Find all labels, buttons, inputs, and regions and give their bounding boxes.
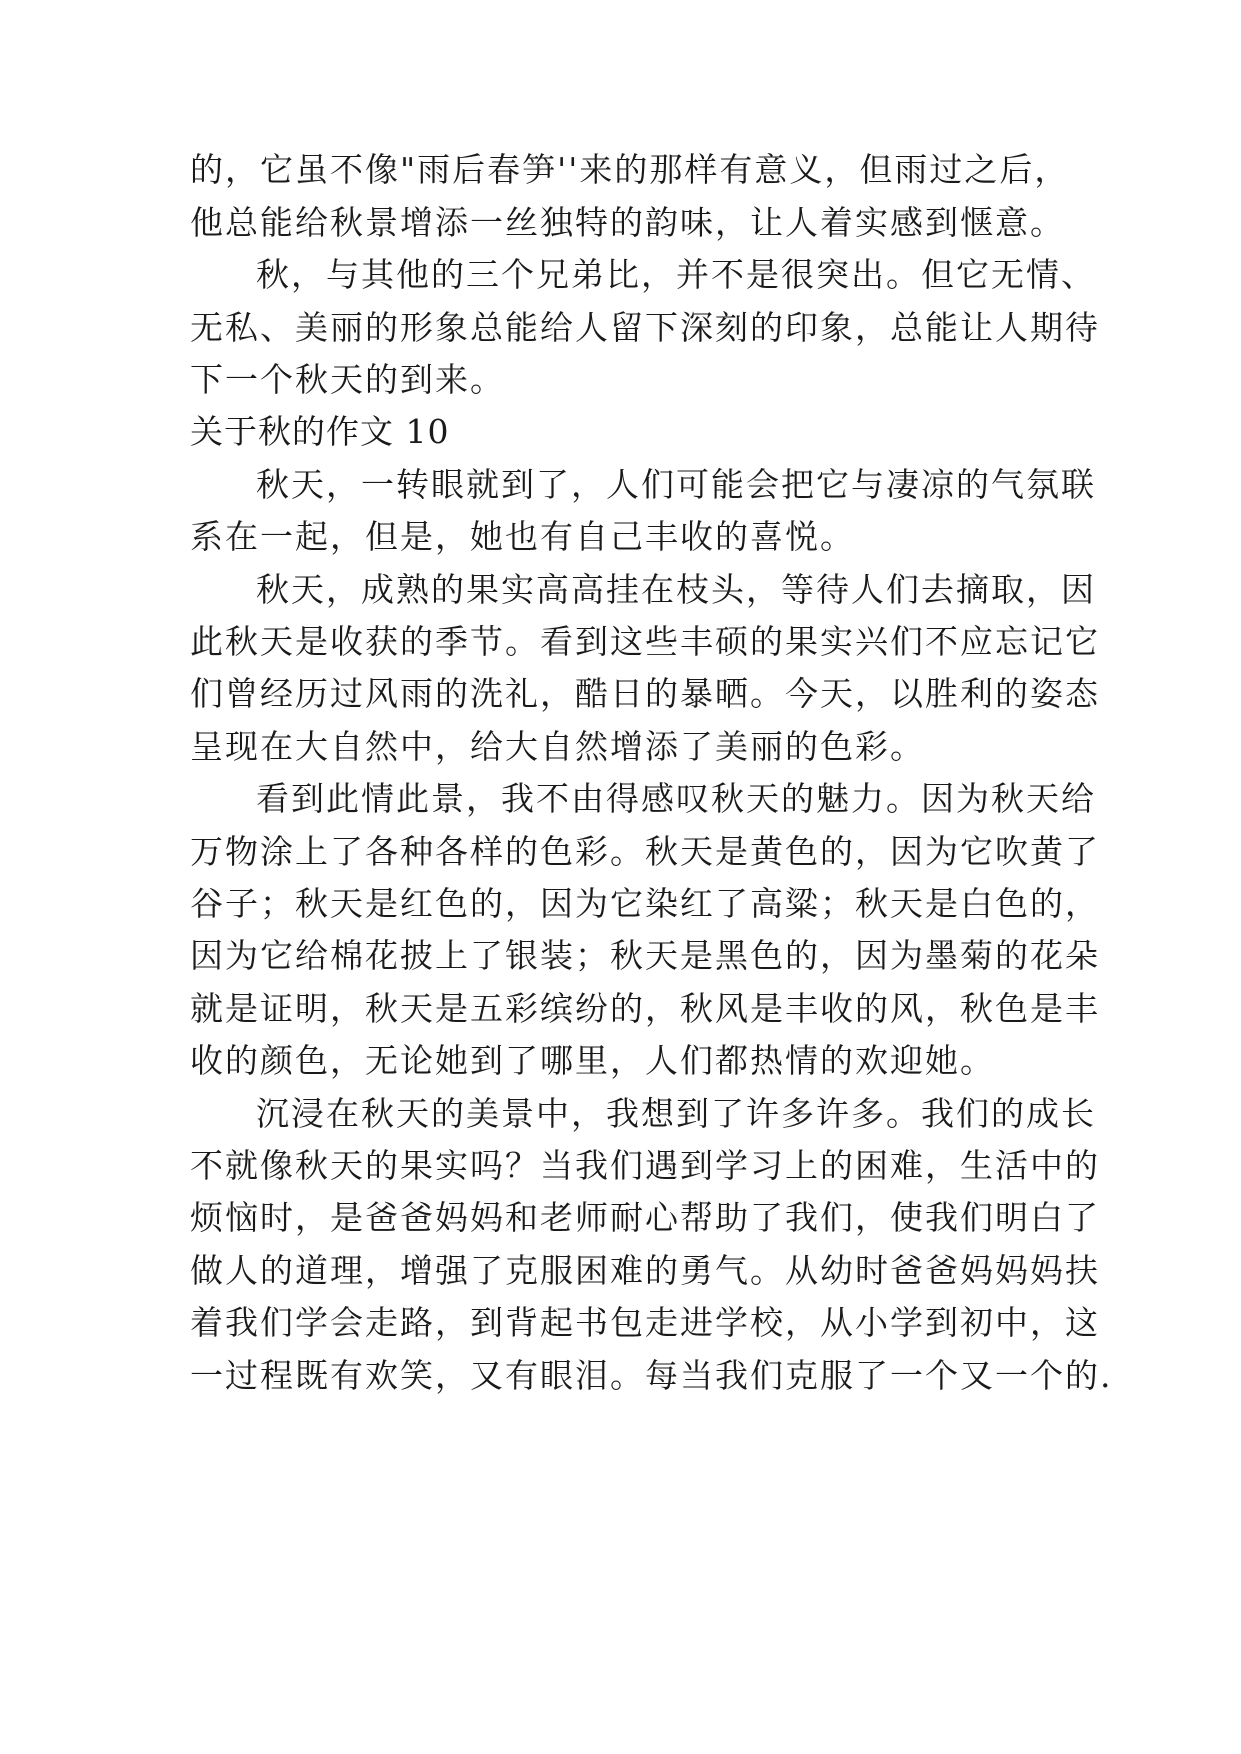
text-line: 收的颜色，无论她到了哪里，人们都热情的欢迎她。 (190, 1041, 995, 1080)
text-line: 因为它给棉花披上了银装；秋天是黑色的，因为墨菊的花朵 (190, 936, 1100, 975)
text-line: 不就像秋天的果实吗？当我们遇到学习上的困难，生活中的 (190, 1146, 1100, 1185)
paragraph-start-line: 看到此情此景，我不由得感叹秋天的魅力。因为秋天给 (256, 779, 1096, 818)
text-line: 就是证明，秋天是五彩缤纷的，秋风是丰收的风，秋色是丰 (190, 989, 1100, 1028)
paragraph-start-line: 沉浸在秋天的美景中，我想到了许多许多。我们的成长 (256, 1094, 1096, 1133)
text-line: 无私、美丽的形象总能给人留下深刻的印象，总能让人期待 (190, 308, 1100, 347)
paragraph-start-line: 秋天，成熟的果实高高挂在枝头，等待人们去摘取，因 (256, 570, 1096, 609)
text-line: 系在一起，但是，她也有自己丰收的喜悦。 (190, 517, 855, 556)
paragraph-start-line: 秋天，一转眼就到了，人们可能会把它与凄凉的气氛联 (256, 465, 1096, 504)
text-line: 的，它虽不像"雨后春笋''来的那样有意义，但雨过之后， (190, 150, 1070, 189)
text-line: 着我们学会走路，到背起书包走进学校，从小学到初中，这 (190, 1303, 1100, 1342)
text-line: 一过程既有欢笑，又有眼泪。每当我们克服了一个又一个的. (190, 1356, 1113, 1395)
paragraph-start-line: 秋，与其他的三个兄弟比，并不是很突出。但它无情、 (256, 255, 1096, 294)
text-line: 做人的道理，增强了克服困难的勇气。从幼时爸爸妈妈妈扶 (190, 1251, 1100, 1290)
text-line: 他总能给秋景增添一丝独特的韵味，让人着实感到惬意。 (190, 203, 1065, 242)
text-line: 此秋天是收获的季节。看到这些丰硕的果实兴们不应忘记它 (190, 622, 1100, 661)
text-line: 们曾经历过风雨的洗礼，酷日的暴晒。今天，以胜利的姿态 (190, 674, 1100, 713)
section-heading: 关于秋的作文 10 (190, 412, 450, 451)
text-line: 呈现在大自然中，给大自然增添了美丽的色彩。 (190, 727, 925, 766)
text-line: 万物涂上了各种各样的色彩。秋天是黄色的，因为它吹黄了 (190, 832, 1100, 871)
text-line: 烦恼时，是爸爸妈妈和老师耐心帮助了我们，使我们明白了 (190, 1198, 1100, 1237)
text-line: 下一个秋天的到来。 (190, 360, 505, 399)
text-line: 谷子；秋天是红色的，因为它染红了高粱；秋天是白色的， (190, 884, 1100, 923)
